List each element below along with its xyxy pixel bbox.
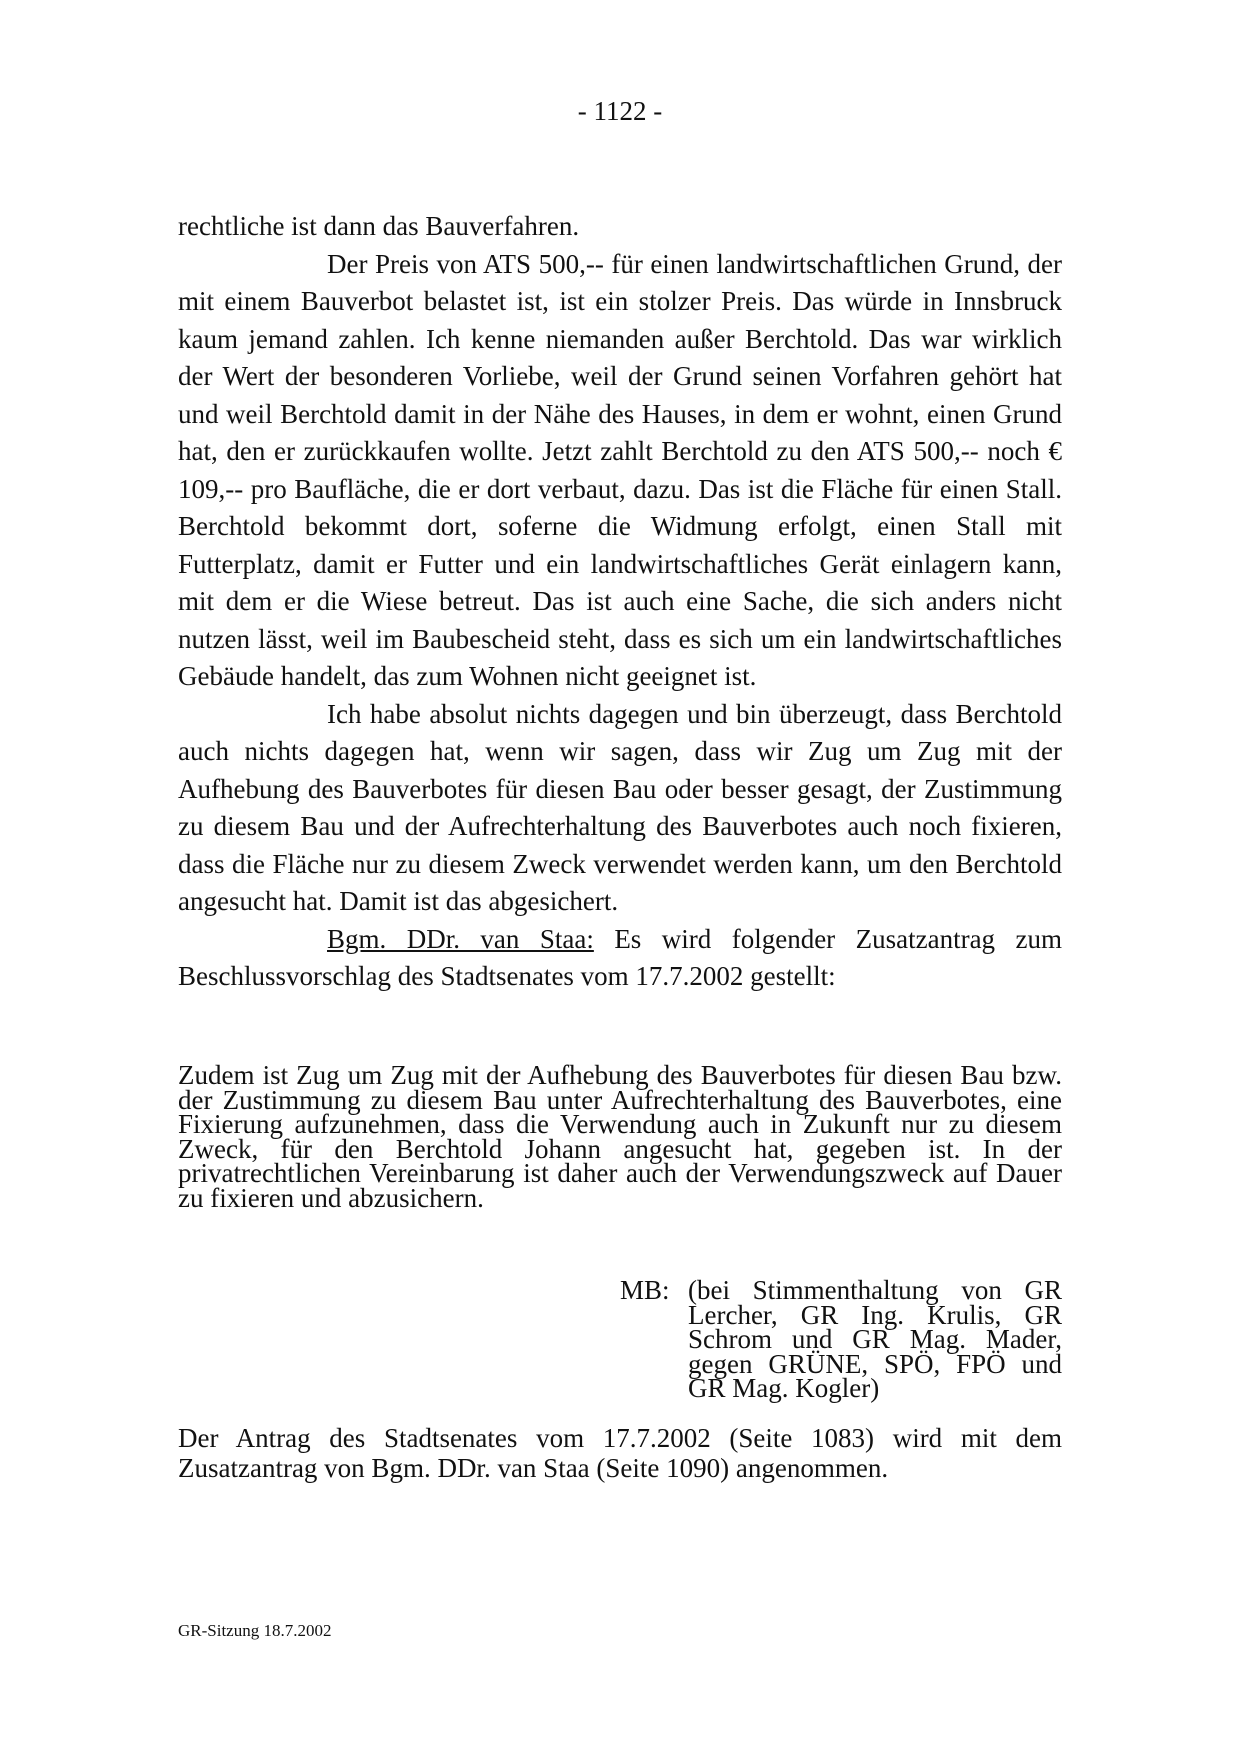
vote-label: MB:: [620, 1275, 670, 1305]
body-paragraph: rechtliche ist dann das Bauverfahren.: [178, 211, 580, 241]
speaker-name: Bgm. DDr. van Staa:: [327, 923, 594, 954]
footer-session-date: GR-Sitzung 18.7.2002: [178, 1621, 332, 1640]
resolution-text: Der Antrag des Stadtsenates vom 17.7.2002 (Seite 1083) wird mit dem Zusatzantrag von Bgm. DDr. van Staa (Seite 1090) angenommen.: [178, 1423, 1062, 1483]
speech-text: [178, 208, 1062, 996]
motion-text: Zudem ist Zug um Zug mit der Aufhebung des Bauverbotes für diesen Bau bzw. der Zustimmung zu diesem Bau unter Aufrechterhaltung des Bauverbotes, eine Fixierung aufzunehmen, dass die Verwendung auch in Zukunft nur zu diesem Zweck, für den Berchtold Johann angesucht hat, gegeben ist. In der privatrechtlichen Vereinbarung ist daher auch der Verwendungszweck auf Dauer zu fixieren und abzusichern.: [178, 1060, 1062, 1213]
body-paragraph: Ich habe absolut nichts dagegen und bin überzeugt, dass Berchtold auch nichts dagegen hat, wenn wir sagen, dass wir Zug um Zug mit der Aufhebung des Bauverbotes für diesen Bau oder besser gesagt, der Zustimmung zu diesem Bau und der Aufrechterhaltung des Bauverbotes auch noch fixieren, dass die Fläche nur zu diesem Zweck verwendet werden kann, um den Berchtold angesucht hat. Damit ist das abgesichert.: [178, 698, 1062, 916]
vote-detail: (bei Stimmenthaltung von GR Lercher, GR Ing. Krulis, GR Schrom und GR Mag. Mader, gegen GRÜNE, SPÖ, FPÖ und GR Mag. Kogler): [688, 1275, 1062, 1403]
speaker-statement: Es wird folgender Zusatzantrag zum Beschlussvorschlag des Stadtsenates vom 17.7.2002 gestellt:: [178, 923, 1063, 991]
speaker-paragraph: [178, 921, 1062, 996]
page-number: - 1122 -: [577, 96, 663, 126]
body-paragraph: Der Preis von ATS 500,-- für einen landwirtschaftlichen Grund, der mit einem Bauverbot belastet ist, ist ein stolzer Preis. Das würde in Innsbruck kaum jemand zahlen. Ich kenne niemanden außer Berchtold. Das war wirklich der Wert der besonderen Vorliebe, weil der Grund seinen Vorfahren gehört hat und weil Berchtold damit in der Nähe des Hauses, in dem er wohnt, einen Grund hat, den er zurückkaufen wollte. Jetzt zahlt Berchtold zu den ATS 500,-- noch € 109,-- pro Baufläche, die er dort verbaut, dazu. Das ist die Fläche für einen Stall. Berchtold bekommt dort, soferne die Widmung erfolgt, einen Stall mit Futterplatz, damit er Futter und ein landwirtschaftliches Gerät einlagern kann, mit dem er die Wiese betreut. Das ist auch eine Sache, die sich anders nicht nutzen lässt, weil im Baubescheid steht, dass es sich um ein landwirtschaftliches Gebäude handelt, das zum Wohnen nicht geeignet ist.: [178, 248, 1062, 691]
